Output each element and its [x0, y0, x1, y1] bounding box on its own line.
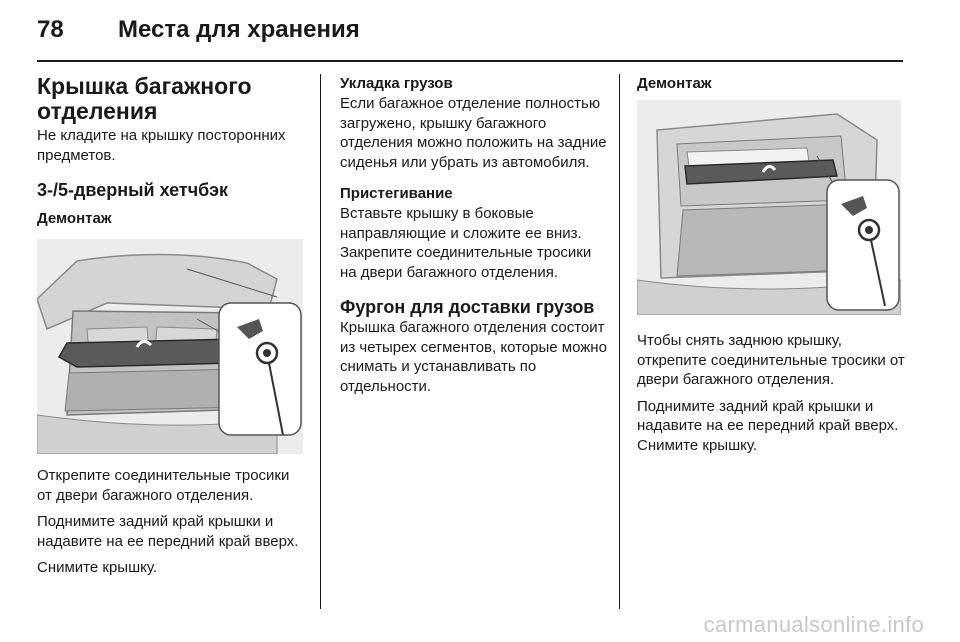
van-text: Крышка багажного отделения состоит из четырех сегментов, которые можно снимать и устанавливать по отдельности. [340, 319, 607, 395]
header-rule [37, 60, 903, 62]
hatchback-cover-illustration [37, 239, 303, 454]
column-divider [619, 74, 620, 609]
intro-text: Не кладите на крышку посторонних предметов. [37, 127, 286, 164]
van-cover-illustration [637, 100, 901, 315]
step-text: Чтобы снять заднюю крышку, открепите соединительные тросики от двери багажного отделения. [637, 332, 905, 388]
fitting-heading: Пристегивание [340, 185, 453, 202]
storing-heading: Укладка грузов [340, 75, 453, 92]
step-text: Поднимите задний край крышки и надавите на ее передний край вверх. [37, 513, 299, 550]
removal-heading: Демонтаж [637, 75, 712, 92]
step-text: Открепите соединительные тросики от двери багажного отделения. [37, 467, 290, 504]
page-number: 78 [37, 16, 64, 43]
subsection-title: 3-/5-дверный хетчбэк [37, 180, 229, 200]
removal-heading: Демонтаж [37, 210, 112, 227]
column-divider [320, 74, 321, 609]
van-heading: Фургон для доставки грузов [340, 297, 595, 317]
column-right [637, 74, 907, 455]
column-left [37, 74, 307, 578]
running-title: Места для хранения [118, 16, 360, 43]
watermark: carmanualsonline.info [703, 612, 924, 637]
fitting-text: Вставьте крышку в боковые направляющие и сложите ее вниз. Закрепите соединительные тросики на двери багажного отделения. [340, 205, 592, 281]
storing-text: Если багажное отделение полностью загружено, крышку багажного отделения можно положить на задние сиденья или убрать из автомобиля. [340, 95, 607, 171]
column-middle [340, 74, 608, 396]
section-title: Крышка багажного отделения [37, 73, 252, 124]
step-text: Снимите крышку. [37, 559, 158, 576]
step-text: Поднимите задний край крышки и надавите на ее передний край вверх. Снимите крышку. [637, 397, 899, 454]
